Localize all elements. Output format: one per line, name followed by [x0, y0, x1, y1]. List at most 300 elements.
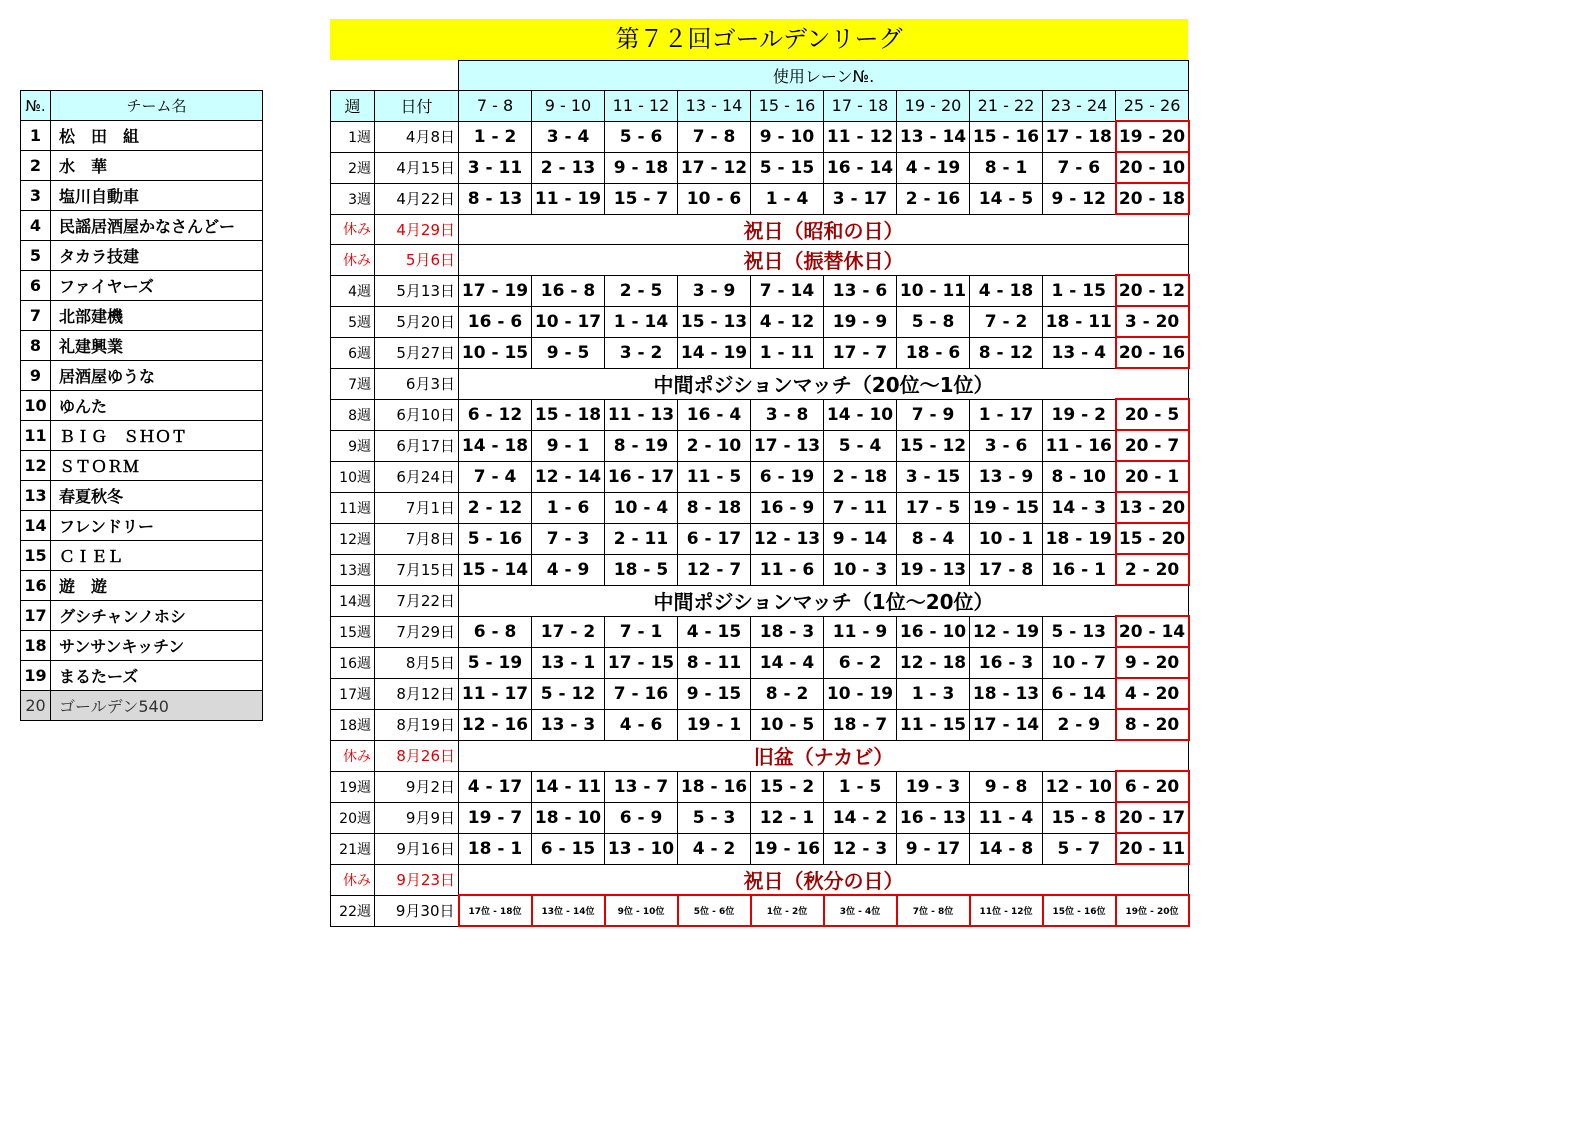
match-cell: 4 - 9 [532, 554, 605, 585]
match-cell: 16 - 10 [897, 616, 970, 647]
team-no: 15 [21, 541, 51, 571]
match-cell: 18 - 3 [751, 616, 824, 647]
match-cell: 8 - 10 [1043, 461, 1116, 492]
match-cell: 12 - 18 [897, 647, 970, 678]
match-cell: 5 - 8 [897, 306, 970, 337]
match-cell: 16 - 4 [678, 399, 751, 430]
team-no: 19 [21, 661, 51, 691]
team-no: 2 [21, 151, 51, 181]
week-cell: 18週 [331, 709, 375, 740]
date-cell: 9月16日 [375, 833, 459, 864]
lane-pair-header: 25 - 26 [1116, 91, 1189, 122]
team-name: ゆんた [51, 391, 263, 421]
match-cell: 8 - 12 [970, 337, 1043, 368]
position-cell: 1位 - 2位 [751, 895, 824, 926]
date-cell: 6月17日 [375, 430, 459, 461]
match-cell: 8 - 19 [605, 430, 678, 461]
team-row [21, 691, 263, 721]
lane-pair-header: 23 - 24 [1043, 91, 1116, 122]
match-cell: 5 - 3 [678, 802, 751, 833]
match-cell: 13 - 7 [605, 771, 678, 802]
match-cell: 3 - 8 [751, 399, 824, 430]
week-cell: 5週 [331, 306, 375, 337]
match-cell: 11 - 13 [605, 399, 678, 430]
match-cell: 2 - 16 [897, 183, 970, 214]
team-no: 8 [21, 331, 51, 361]
lane-pair-header: 21 - 22 [970, 91, 1043, 122]
match-cell: 12 - 1 [751, 802, 824, 833]
match-cell: 2 - 20 [1116, 554, 1189, 585]
match-cell: 7 - 9 [897, 399, 970, 430]
match-cell: 6 - 14 [1043, 678, 1116, 709]
match-cell: 14 - 19 [678, 337, 751, 368]
lane-pair-header: 9 - 10 [532, 91, 605, 122]
team-no: 7 [21, 301, 51, 331]
match-cell: 4 - 19 [897, 152, 970, 183]
team-row [21, 541, 263, 571]
match-cell: 12 - 7 [678, 554, 751, 585]
match-cell: 20 - 14 [1116, 616, 1189, 647]
match-cell: 12 - 19 [970, 616, 1043, 647]
position-cell: 17位 - 18位 [459, 895, 532, 926]
date-cell: 8月5日 [375, 647, 459, 678]
match-cell: 5 - 16 [459, 523, 532, 554]
match-cell: 19 - 2 [1043, 399, 1116, 430]
position-row [331, 895, 1189, 926]
date-cell: 4月15日 [375, 152, 459, 183]
team-row [21, 121, 263, 151]
match-cell: 11 - 17 [459, 678, 532, 709]
match-cell: 7 - 1 [605, 616, 678, 647]
match-cell: 15 - 2 [751, 771, 824, 802]
match-cell: 5 - 19 [459, 647, 532, 678]
position-cell: 13位 - 14位 [532, 895, 605, 926]
position-cell: 9位 - 10位 [605, 895, 678, 926]
week-cell: 6週 [331, 337, 375, 368]
position-cell: 3位 - 4位 [824, 895, 897, 926]
team-name: ＳＴＯＲＭ [51, 451, 263, 481]
match-cell: 4 - 12 [751, 306, 824, 337]
match-cell: 12 - 3 [824, 833, 897, 864]
match-cell: 11 - 5 [678, 461, 751, 492]
match-cell: 2 - 13 [532, 152, 605, 183]
team-row [21, 301, 263, 331]
team-name: 遊 遊 [51, 571, 263, 601]
match-cell: 10 - 15 [459, 337, 532, 368]
match-cell: 4 - 15 [678, 616, 751, 647]
team-name: 北部建機 [51, 301, 263, 331]
match-cell: 18 - 6 [897, 337, 970, 368]
match-cell: 4 - 2 [678, 833, 751, 864]
match-cell: 5 - 7 [1043, 833, 1116, 864]
match-cell: 15 - 14 [459, 554, 532, 585]
match-cell: 6 - 2 [824, 647, 897, 678]
team-row [21, 331, 263, 361]
date-cell: 9月2日 [375, 771, 459, 802]
match-cell: 5 - 12 [532, 678, 605, 709]
holiday-row [331, 740, 1189, 771]
match-row [331, 121, 1189, 152]
match-cell: 1 - 11 [751, 337, 824, 368]
match-cell: 1 - 14 [605, 306, 678, 337]
week-cell: 3週 [331, 183, 375, 214]
match-cell: 16 - 9 [751, 492, 824, 523]
match-cell: 9 - 20 [1116, 647, 1189, 678]
team-name: ゴールデン540 [51, 691, 263, 721]
match-cell: 8 - 1 [970, 152, 1043, 183]
team-no: 18 [21, 631, 51, 661]
match-cell: 20 - 1 [1116, 461, 1189, 492]
match-cell: 7 - 11 [824, 492, 897, 523]
position-cell: 19位 - 20位 [1116, 895, 1189, 926]
match-row [331, 337, 1189, 368]
holiday-label: 旧盆（ナカビ） [459, 740, 1189, 771]
match-cell: 20 - 11 [1116, 833, 1189, 864]
date-cell: 8月26日 [375, 740, 459, 771]
match-cell: 14 - 18 [459, 430, 532, 461]
match-cell: 15 - 8 [1043, 802, 1116, 833]
week-cell: 4週 [331, 275, 375, 306]
match-cell: 1 - 6 [532, 492, 605, 523]
match-cell: 20 - 17 [1116, 802, 1189, 833]
match-cell: 14 - 8 [970, 833, 1043, 864]
match-cell: 9 - 1 [532, 430, 605, 461]
match-cell: 15 - 7 [605, 183, 678, 214]
date-header: 日付 [375, 91, 459, 122]
team-name-header: チーム名 [51, 91, 263, 121]
week-cell: 22週 [331, 895, 375, 926]
match-cell: 15 - 16 [970, 121, 1043, 152]
match-cell: 12 - 13 [751, 523, 824, 554]
match-row [331, 678, 1189, 709]
match-cell: 6 - 17 [678, 523, 751, 554]
week-cell: 2週 [331, 152, 375, 183]
team-no: 17 [21, 601, 51, 631]
match-cell: 15 - 12 [897, 430, 970, 461]
holiday-row [331, 245, 1189, 276]
match-cell: 8 - 2 [751, 678, 824, 709]
team-header-row [21, 91, 263, 121]
match-cell: 5 - 15 [751, 152, 824, 183]
team-row [21, 421, 263, 451]
holiday-label: 祝日（昭和の日） [459, 214, 1189, 245]
team-name: 礼建興業 [51, 331, 263, 361]
team-row [21, 481, 263, 511]
date-cell: 9月23日 [375, 864, 459, 895]
match-cell: 3 - 15 [897, 461, 970, 492]
match-cell: 18 - 10 [532, 802, 605, 833]
match-cell: 10 - 5 [751, 709, 824, 740]
match-cell: 11 - 9 [824, 616, 897, 647]
match-cell: 17 - 14 [970, 709, 1043, 740]
date-cell: 7月22日 [375, 585, 459, 616]
team-name: 居酒屋ゆうな [51, 361, 263, 391]
match-cell: 10 - 3 [824, 554, 897, 585]
week-cell: 12週 [331, 523, 375, 554]
match-cell: 13 - 9 [970, 461, 1043, 492]
match-cell: 4 - 20 [1116, 678, 1189, 709]
date-cell: 4月29日 [375, 214, 459, 245]
match-cell: 2 - 11 [605, 523, 678, 554]
match-cell: 12 - 14 [532, 461, 605, 492]
match-cell: 7 - 4 [459, 461, 532, 492]
match-cell: 6 - 9 [605, 802, 678, 833]
match-cell: 18 - 11 [1043, 306, 1116, 337]
match-cell: 16 - 3 [970, 647, 1043, 678]
match-cell: 19 - 3 [897, 771, 970, 802]
match-cell: 13 - 4 [1043, 337, 1116, 368]
match-cell: 8 - 4 [897, 523, 970, 554]
match-cell: 13 - 20 [1116, 492, 1189, 523]
match-cell: 9 - 8 [970, 771, 1043, 802]
week-header: 週 [331, 91, 375, 122]
match-cell: 15 - 18 [532, 399, 605, 430]
match-cell: 19 - 15 [970, 492, 1043, 523]
team-row [21, 631, 263, 661]
match-cell: 1 - 5 [824, 771, 897, 802]
team-row [21, 151, 263, 181]
match-cell: 13 - 14 [897, 121, 970, 152]
match-row [331, 523, 1189, 554]
position-match-label: 中間ポジションマッチ（1位～20位） [459, 585, 1189, 616]
team-no: 9 [21, 361, 51, 391]
match-cell: 10 - 6 [678, 183, 751, 214]
match-cell: 4 - 18 [970, 275, 1043, 306]
match-cell: 14 - 5 [970, 183, 1043, 214]
match-cell: 13 - 10 [605, 833, 678, 864]
match-cell: 10 - 11 [897, 275, 970, 306]
match-cell: 17 - 19 [459, 275, 532, 306]
match-cell: 20 - 12 [1116, 275, 1189, 306]
match-cell: 5 - 6 [605, 121, 678, 152]
match-row [331, 554, 1189, 585]
match-row [331, 461, 1189, 492]
match-cell: 10 - 19 [824, 678, 897, 709]
match-cell: 7 - 2 [970, 306, 1043, 337]
match-cell: 19 - 7 [459, 802, 532, 833]
match-cell: 6 - 19 [751, 461, 824, 492]
match-cell: 2 - 9 [1043, 709, 1116, 740]
lane-pair-header: 15 - 16 [751, 91, 824, 122]
date-cell: 7月8日 [375, 523, 459, 554]
match-cell: 20 - 7 [1116, 430, 1189, 461]
team-row [21, 511, 263, 541]
team-row [21, 181, 263, 211]
team-no: 13 [21, 481, 51, 511]
date-cell: 8月12日 [375, 678, 459, 709]
match-cell: 8 - 11 [678, 647, 751, 678]
match-row [331, 616, 1189, 647]
week-cell: 14週 [331, 585, 375, 616]
position-match-label: 中間ポジションマッチ（20位～1位） [459, 368, 1189, 399]
match-cell: 12 - 10 [1043, 771, 1116, 802]
match-cell: 18 - 16 [678, 771, 751, 802]
match-cell: 6 - 12 [459, 399, 532, 430]
match-cell: 20 - 10 [1116, 152, 1189, 183]
team-row [21, 241, 263, 271]
match-cell: 3 - 20 [1116, 306, 1189, 337]
team-no: 4 [21, 211, 51, 241]
match-cell: 17 - 7 [824, 337, 897, 368]
date-cell: 5月6日 [375, 245, 459, 276]
match-cell: 19 - 1 [678, 709, 751, 740]
week-cell: 19週 [331, 771, 375, 802]
match-cell: 1 - 4 [751, 183, 824, 214]
match-cell: 7 - 8 [678, 121, 751, 152]
match-cell: 18 - 13 [970, 678, 1043, 709]
match-cell: 17 - 12 [678, 152, 751, 183]
match-row [331, 399, 1189, 430]
team-name: タカラ技建 [51, 241, 263, 271]
match-row [331, 709, 1189, 740]
team-row [21, 661, 263, 691]
match-cell: 1 - 15 [1043, 275, 1116, 306]
match-cell: 7 - 6 [1043, 152, 1116, 183]
match-cell: 11 - 6 [751, 554, 824, 585]
match-cell: 3 - 2 [605, 337, 678, 368]
lane-pair-header: 19 - 20 [897, 91, 970, 122]
match-cell: 12 - 16 [459, 709, 532, 740]
team-name: 塩川自動車 [51, 181, 263, 211]
match-cell: 14 - 10 [824, 399, 897, 430]
week-cell: 休み [331, 214, 375, 245]
match-cell: 16 - 8 [532, 275, 605, 306]
match-row [331, 275, 1189, 306]
match-cell: 2 - 18 [824, 461, 897, 492]
match-cell: 6 - 20 [1116, 771, 1189, 802]
match-cell: 20 - 18 [1116, 183, 1189, 214]
match-cell: 1 - 17 [970, 399, 1043, 430]
match-row [331, 492, 1189, 523]
date-cell: 5月27日 [375, 337, 459, 368]
team-no: 3 [21, 181, 51, 211]
match-cell: 19 - 20 [1116, 121, 1189, 152]
match-cell: 10 - 1 [970, 523, 1043, 554]
week-cell: 休み [331, 245, 375, 276]
match-cell: 3 - 11 [459, 152, 532, 183]
team-name: ＢＩＧ ＳＨＯＴ [51, 421, 263, 451]
match-cell: 7 - 16 [605, 678, 678, 709]
date-cell: 7月29日 [375, 616, 459, 647]
holiday-row [331, 214, 1189, 245]
date-cell: 9月9日 [375, 802, 459, 833]
team-name: フレンドリー [51, 511, 263, 541]
position-cell: 15位 - 16位 [1043, 895, 1116, 926]
match-cell: 16 - 1 [1043, 554, 1116, 585]
team-row [21, 391, 263, 421]
match-cell: 19 - 13 [897, 554, 970, 585]
date-cell: 9月30日 [375, 895, 459, 926]
match-cell: 16 - 6 [459, 306, 532, 337]
date-cell: 8月19日 [375, 709, 459, 740]
lane-header: 使用レーン№. [459, 61, 1189, 91]
match-row [331, 771, 1189, 802]
team-row [21, 361, 263, 391]
match-cell: 18 - 5 [605, 554, 678, 585]
match-cell: 16 - 13 [897, 802, 970, 833]
match-cell: 1 - 2 [459, 121, 532, 152]
match-cell: 20 - 5 [1116, 399, 1189, 430]
match-cell: 18 - 1 [459, 833, 532, 864]
match-cell: 17 - 2 [532, 616, 605, 647]
team-no: 6 [21, 271, 51, 301]
match-cell: 10 - 17 [532, 306, 605, 337]
match-cell: 11 - 4 [970, 802, 1043, 833]
lane-pair-header: 7 - 8 [459, 91, 532, 122]
match-cell: 18 - 7 [824, 709, 897, 740]
team-name: 民謡居酒屋かなさんどー [51, 211, 263, 241]
team-row [21, 571, 263, 601]
date-cell: 5月13日 [375, 275, 459, 306]
match-cell: 2 - 12 [459, 492, 532, 523]
team-name: まるたーズ [51, 661, 263, 691]
blank-corner [331, 61, 459, 91]
date-cell: 5月20日 [375, 306, 459, 337]
team-no: 5 [21, 241, 51, 271]
match-cell: 13 - 6 [824, 275, 897, 306]
match-cell: 7 - 14 [751, 275, 824, 306]
match-row [331, 430, 1189, 461]
match-cell: 17 - 5 [897, 492, 970, 523]
match-cell: 2 - 10 [678, 430, 751, 461]
match-cell: 9 - 17 [897, 833, 970, 864]
week-cell: 休み [331, 864, 375, 895]
match-cell: 17 - 8 [970, 554, 1043, 585]
week-cell: 20週 [331, 802, 375, 833]
week-cell: 休み [331, 740, 375, 771]
match-cell: 3 - 4 [532, 121, 605, 152]
match-cell: 4 - 17 [459, 771, 532, 802]
team-no-header: №. [21, 91, 51, 121]
match-cell: 5 - 4 [824, 430, 897, 461]
week-cell: 17週 [331, 678, 375, 709]
team-table [20, 90, 263, 721]
match-cell: 15 - 13 [678, 306, 751, 337]
match-cell: 9 - 10 [751, 121, 824, 152]
match-cell: 4 - 6 [605, 709, 678, 740]
week-cell: 16週 [331, 647, 375, 678]
week-cell: 9週 [331, 430, 375, 461]
date-cell: 4月22日 [375, 183, 459, 214]
position-cell: 5位 - 6位 [678, 895, 751, 926]
match-row [331, 833, 1189, 864]
match-cell: 5 - 13 [1043, 616, 1116, 647]
match-cell: 8 - 20 [1116, 709, 1189, 740]
match-row [331, 183, 1189, 214]
lane-pair-header: 11 - 12 [605, 91, 678, 122]
match-cell: 6 - 8 [459, 616, 532, 647]
match-cell: 17 - 15 [605, 647, 678, 678]
date-cell: 4月8日 [375, 121, 459, 152]
match-cell: 3 - 6 [970, 430, 1043, 461]
match-cell: 10 - 7 [1043, 647, 1116, 678]
match-cell: 9 - 14 [824, 523, 897, 554]
team-no: 10 [21, 391, 51, 421]
team-name: ＣＩＥＬ [51, 541, 263, 571]
match-cell: 14 - 11 [532, 771, 605, 802]
match-cell: 9 - 12 [1043, 183, 1116, 214]
team-name: サンサンキッチン [51, 631, 263, 661]
team-row [21, 601, 263, 631]
match-cell: 15 - 20 [1116, 523, 1189, 554]
match-cell: 16 - 17 [605, 461, 678, 492]
match-cell: 1 - 3 [897, 678, 970, 709]
match-cell: 17 - 13 [751, 430, 824, 461]
team-name: ファイヤーズ [51, 271, 263, 301]
date-cell: 6月3日 [375, 368, 459, 399]
team-name: 春夏秋冬 [51, 481, 263, 511]
team-row [21, 271, 263, 301]
